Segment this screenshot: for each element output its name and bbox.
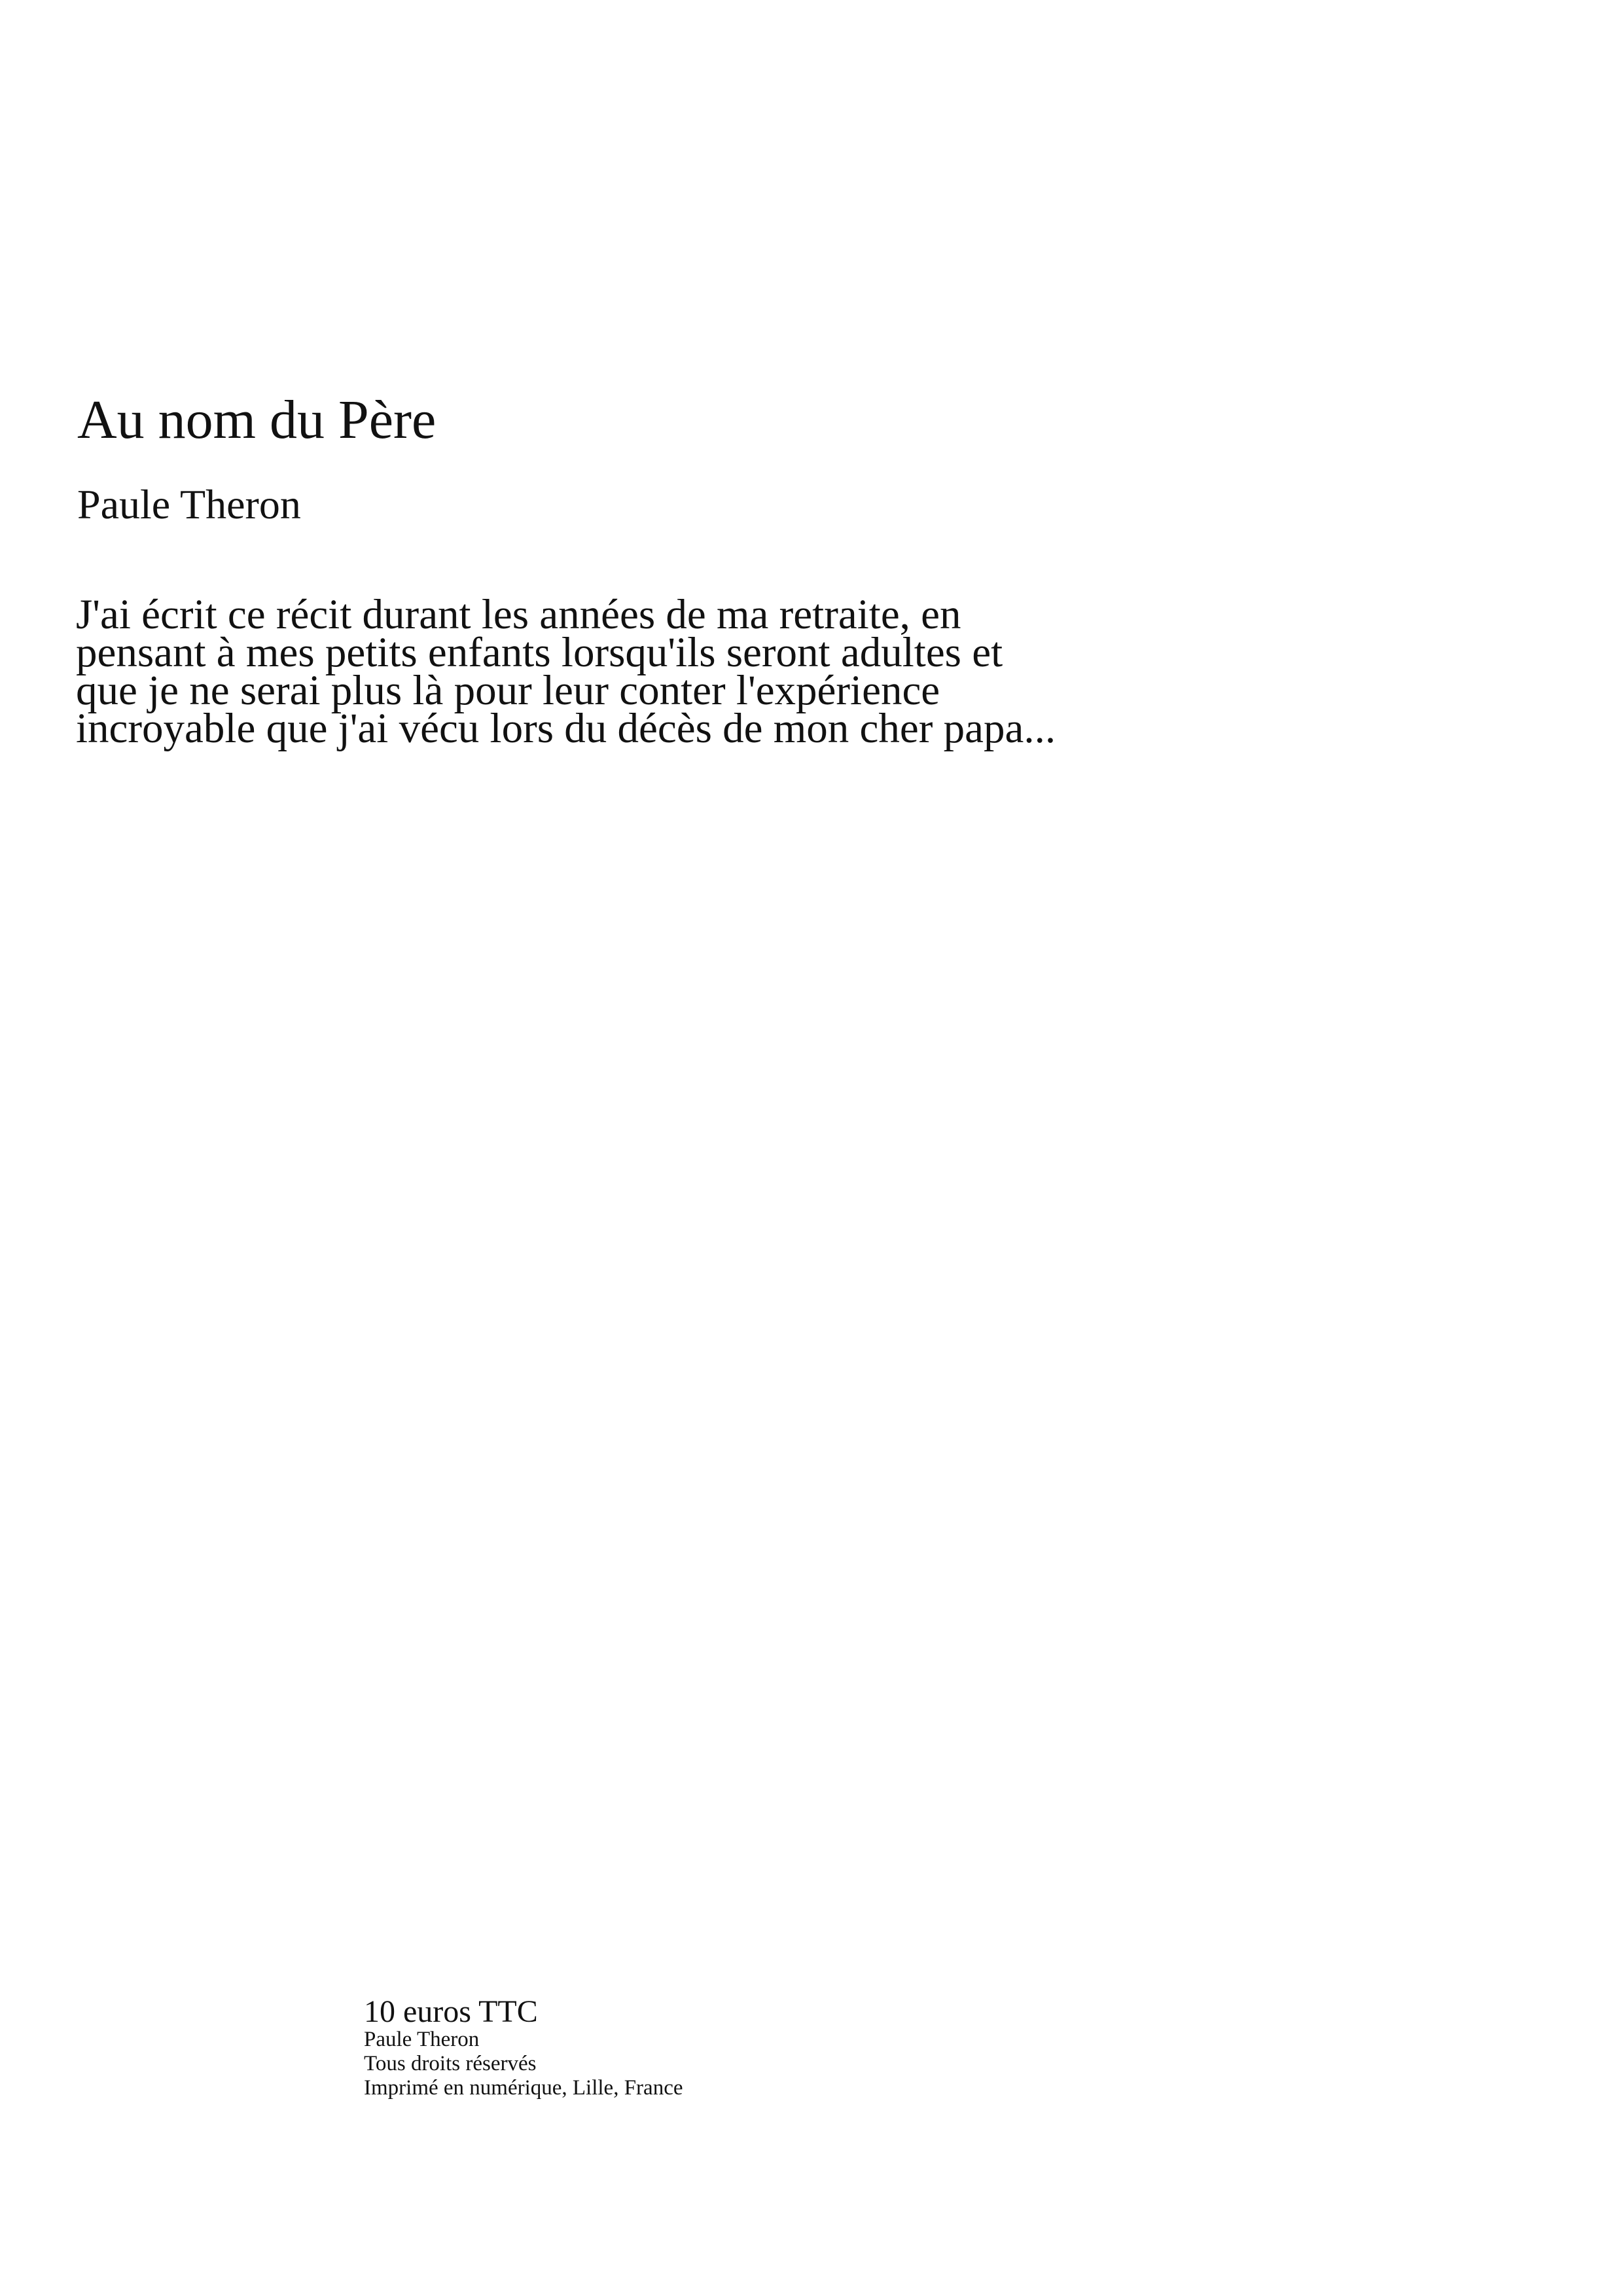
- blurb-line: J'ai écrit ce récit durant les années de ma retraite, en: [76, 591, 961, 638]
- book-author: Paule Theron: [77, 481, 301, 528]
- book-title: Au nom du Père: [77, 389, 437, 450]
- blurb-line: pensant à mes petits enfants lorsqu'ils seront adultes et: [76, 629, 1003, 676]
- colophon-author: Paule Theron: [364, 2028, 480, 2051]
- blurb-line: incroyable que j'ai vécu lors du décès de mon cher papa...: [76, 705, 1056, 752]
- blurb-line: que je ne serai plus là pour leur conter l'expérience: [76, 667, 940, 714]
- rights-notice: Tous droits réservés: [364, 2052, 537, 2075]
- printing-info: Imprimé en numérique, Lille, France: [364, 2076, 683, 2100]
- back-cover-blurb: [76, 591, 1319, 752]
- colophon: [364, 1996, 683, 2100]
- price: 10 euros TTC: [364, 1994, 538, 2029]
